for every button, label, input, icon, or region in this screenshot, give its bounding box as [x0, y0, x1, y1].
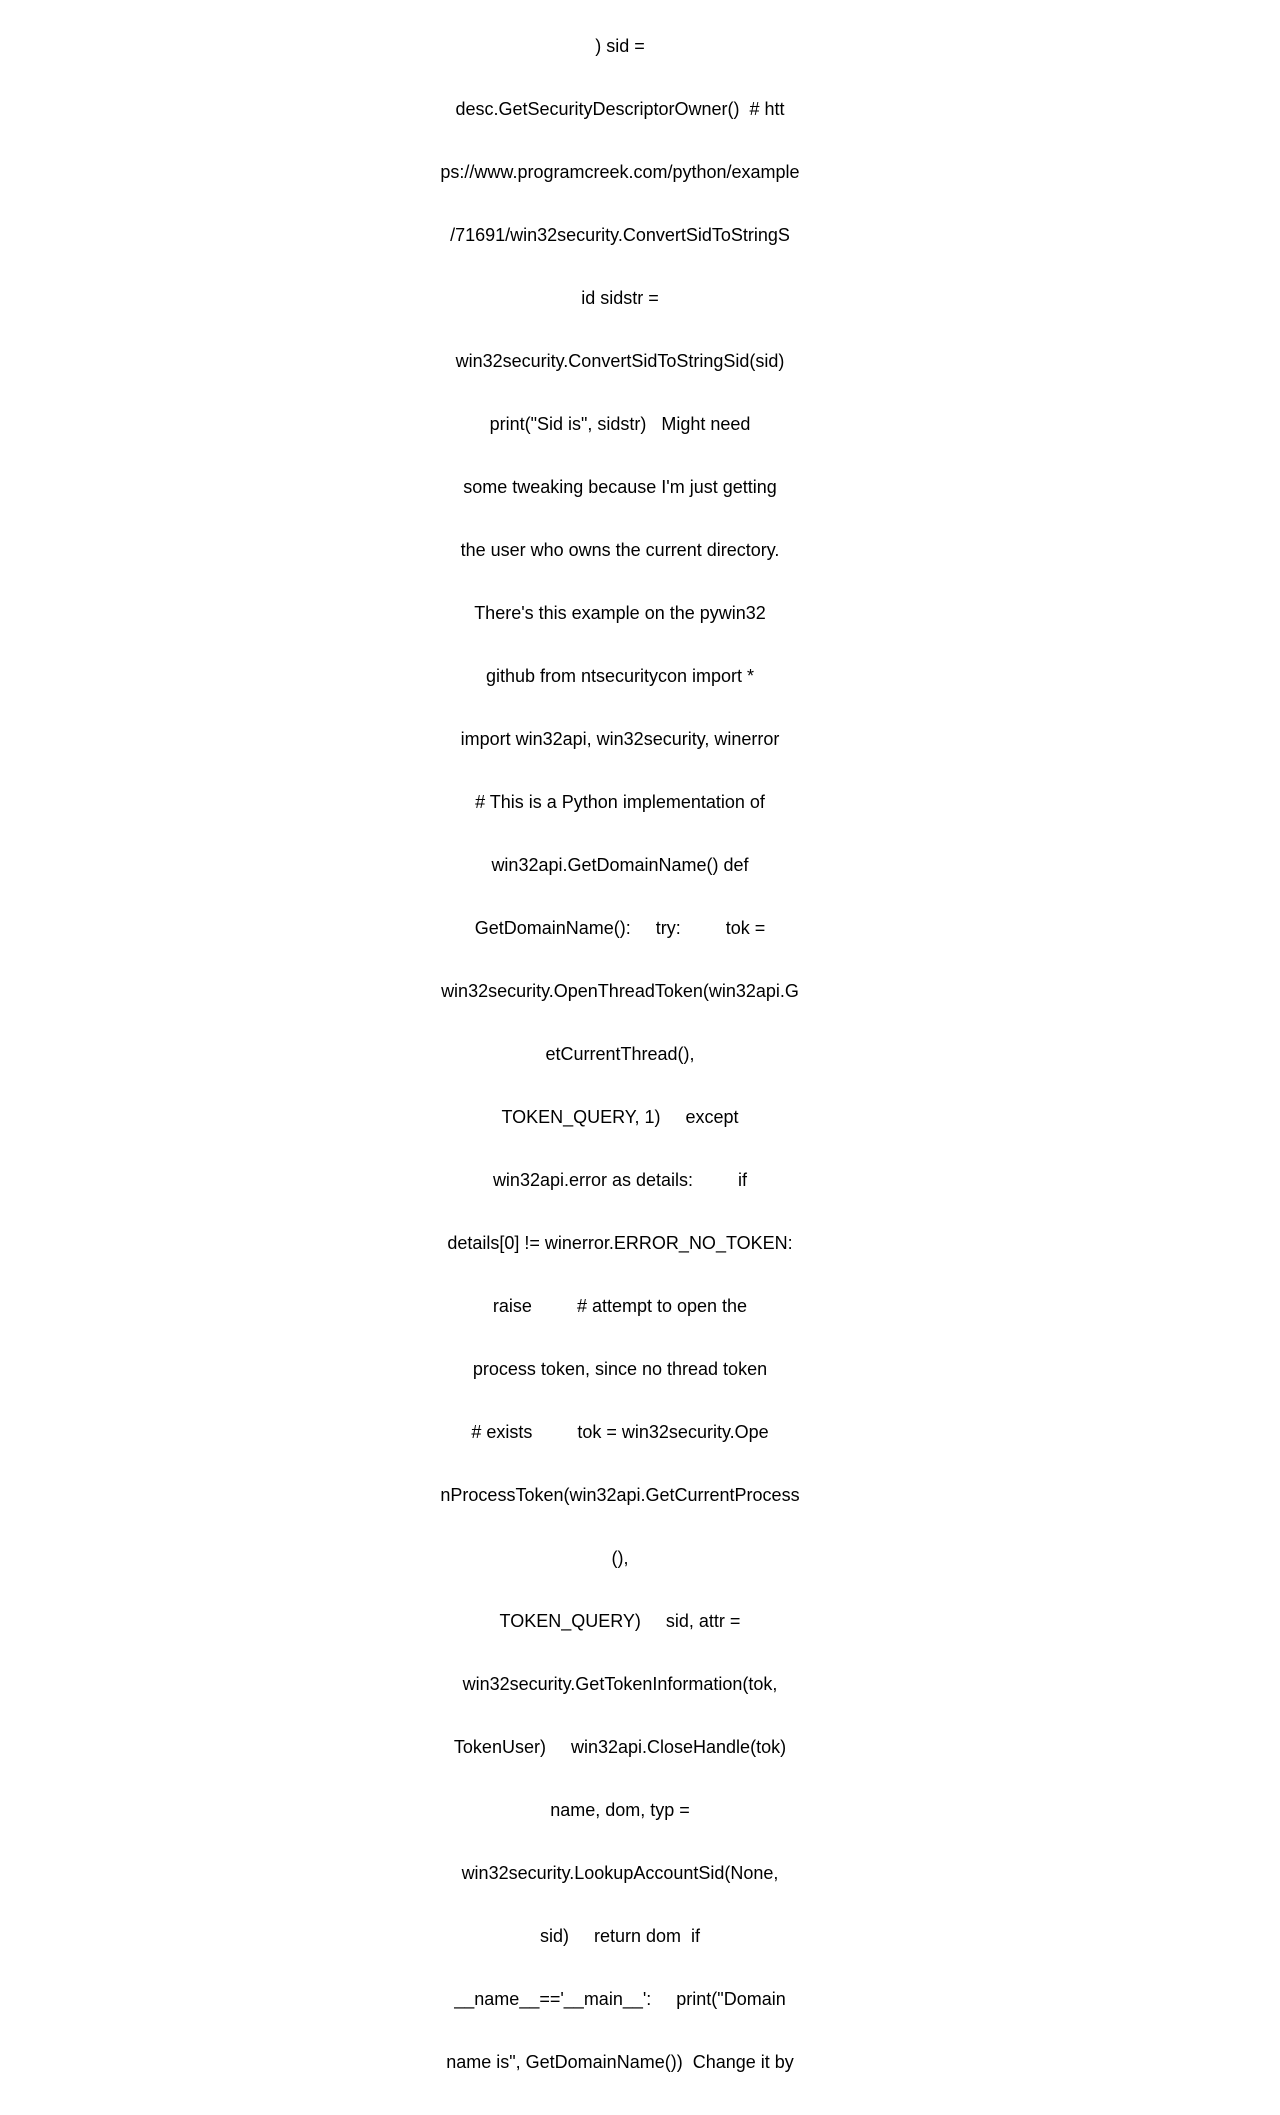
text-line: win32security.LookupAccountSid(None, — [461, 1863, 779, 1883]
text-line: # This is a Python implementation of — [475, 792, 765, 812]
text-line: TOKEN_QUERY, 1) except — [501, 1107, 739, 1127]
text-line: the user who owns the current directory. — [460, 540, 780, 560]
text-line: # exists tok = win32security.Ope — [471, 1422, 769, 1442]
text-line: win32security.GetTokenInformation(tok, — [462, 1674, 778, 1694]
answer-text-block — [439, 0, 801, 2115]
text-line: id sidstr = — [581, 288, 659, 308]
text-line: sid) return dom if — [539, 1926, 701, 1946]
text-line: github from ntsecuritycon import * — [485, 666, 755, 686]
text-line: some tweaking because I'm just getting — [463, 477, 777, 497]
text-line: name, dom, typ = — [550, 1800, 690, 1820]
text-line: TOKEN_QUERY) sid, attr = — [499, 1611, 741, 1631]
text-line: GetDomainName(): try: tok = — [474, 918, 766, 938]
text-line: There's this example on the pywin32 — [474, 603, 766, 623]
text-line: import win32api, win32security, winerror — [460, 729, 780, 749]
text-line: etCurrentThread(), — [545, 1044, 695, 1064]
text-line: win32security.OpenThreadToken(win32api.G — [441, 981, 799, 1001]
text-line: win32api.GetDomainName() def — [491, 855, 749, 875]
text-line: desc.GetSecurityDescriptorOwner() # htt — [455, 99, 785, 119]
text-line: /71691/win32security.ConvertSidToStringS — [450, 225, 790, 245]
text-line: __name__=='__main__': print("Domain — [454, 1989, 786, 2009]
text-line: process token, since no thread token — [472, 1359, 768, 1379]
text-line: win32api.error as details: if — [492, 1170, 748, 1190]
text-line: name is", GetDomainName()) Change it by — [446, 2052, 794, 2072]
text-line: ps://www.programcreek.com/python/example — [440, 162, 800, 182]
text-line: ) sid = — [595, 36, 645, 56]
text-line: details[0] != winerror.ERROR_NO_TOKEN: — [447, 1233, 793, 1253]
text-line: TokenUser) win32api.CloseHandle(tok) — [453, 1737, 787, 1757]
text-line: win32security.ConvertSidToStringSid(sid) — [455, 351, 785, 371]
text-line: print("Sid is", sidstr) Might need — [489, 414, 751, 434]
text-line: raise # attempt to open the — [492, 1296, 748, 1316]
text-line: nProcessToken(win32api.GetCurrentProcess — [440, 1485, 800, 1505]
text-line: (), — [611, 1548, 629, 1568]
